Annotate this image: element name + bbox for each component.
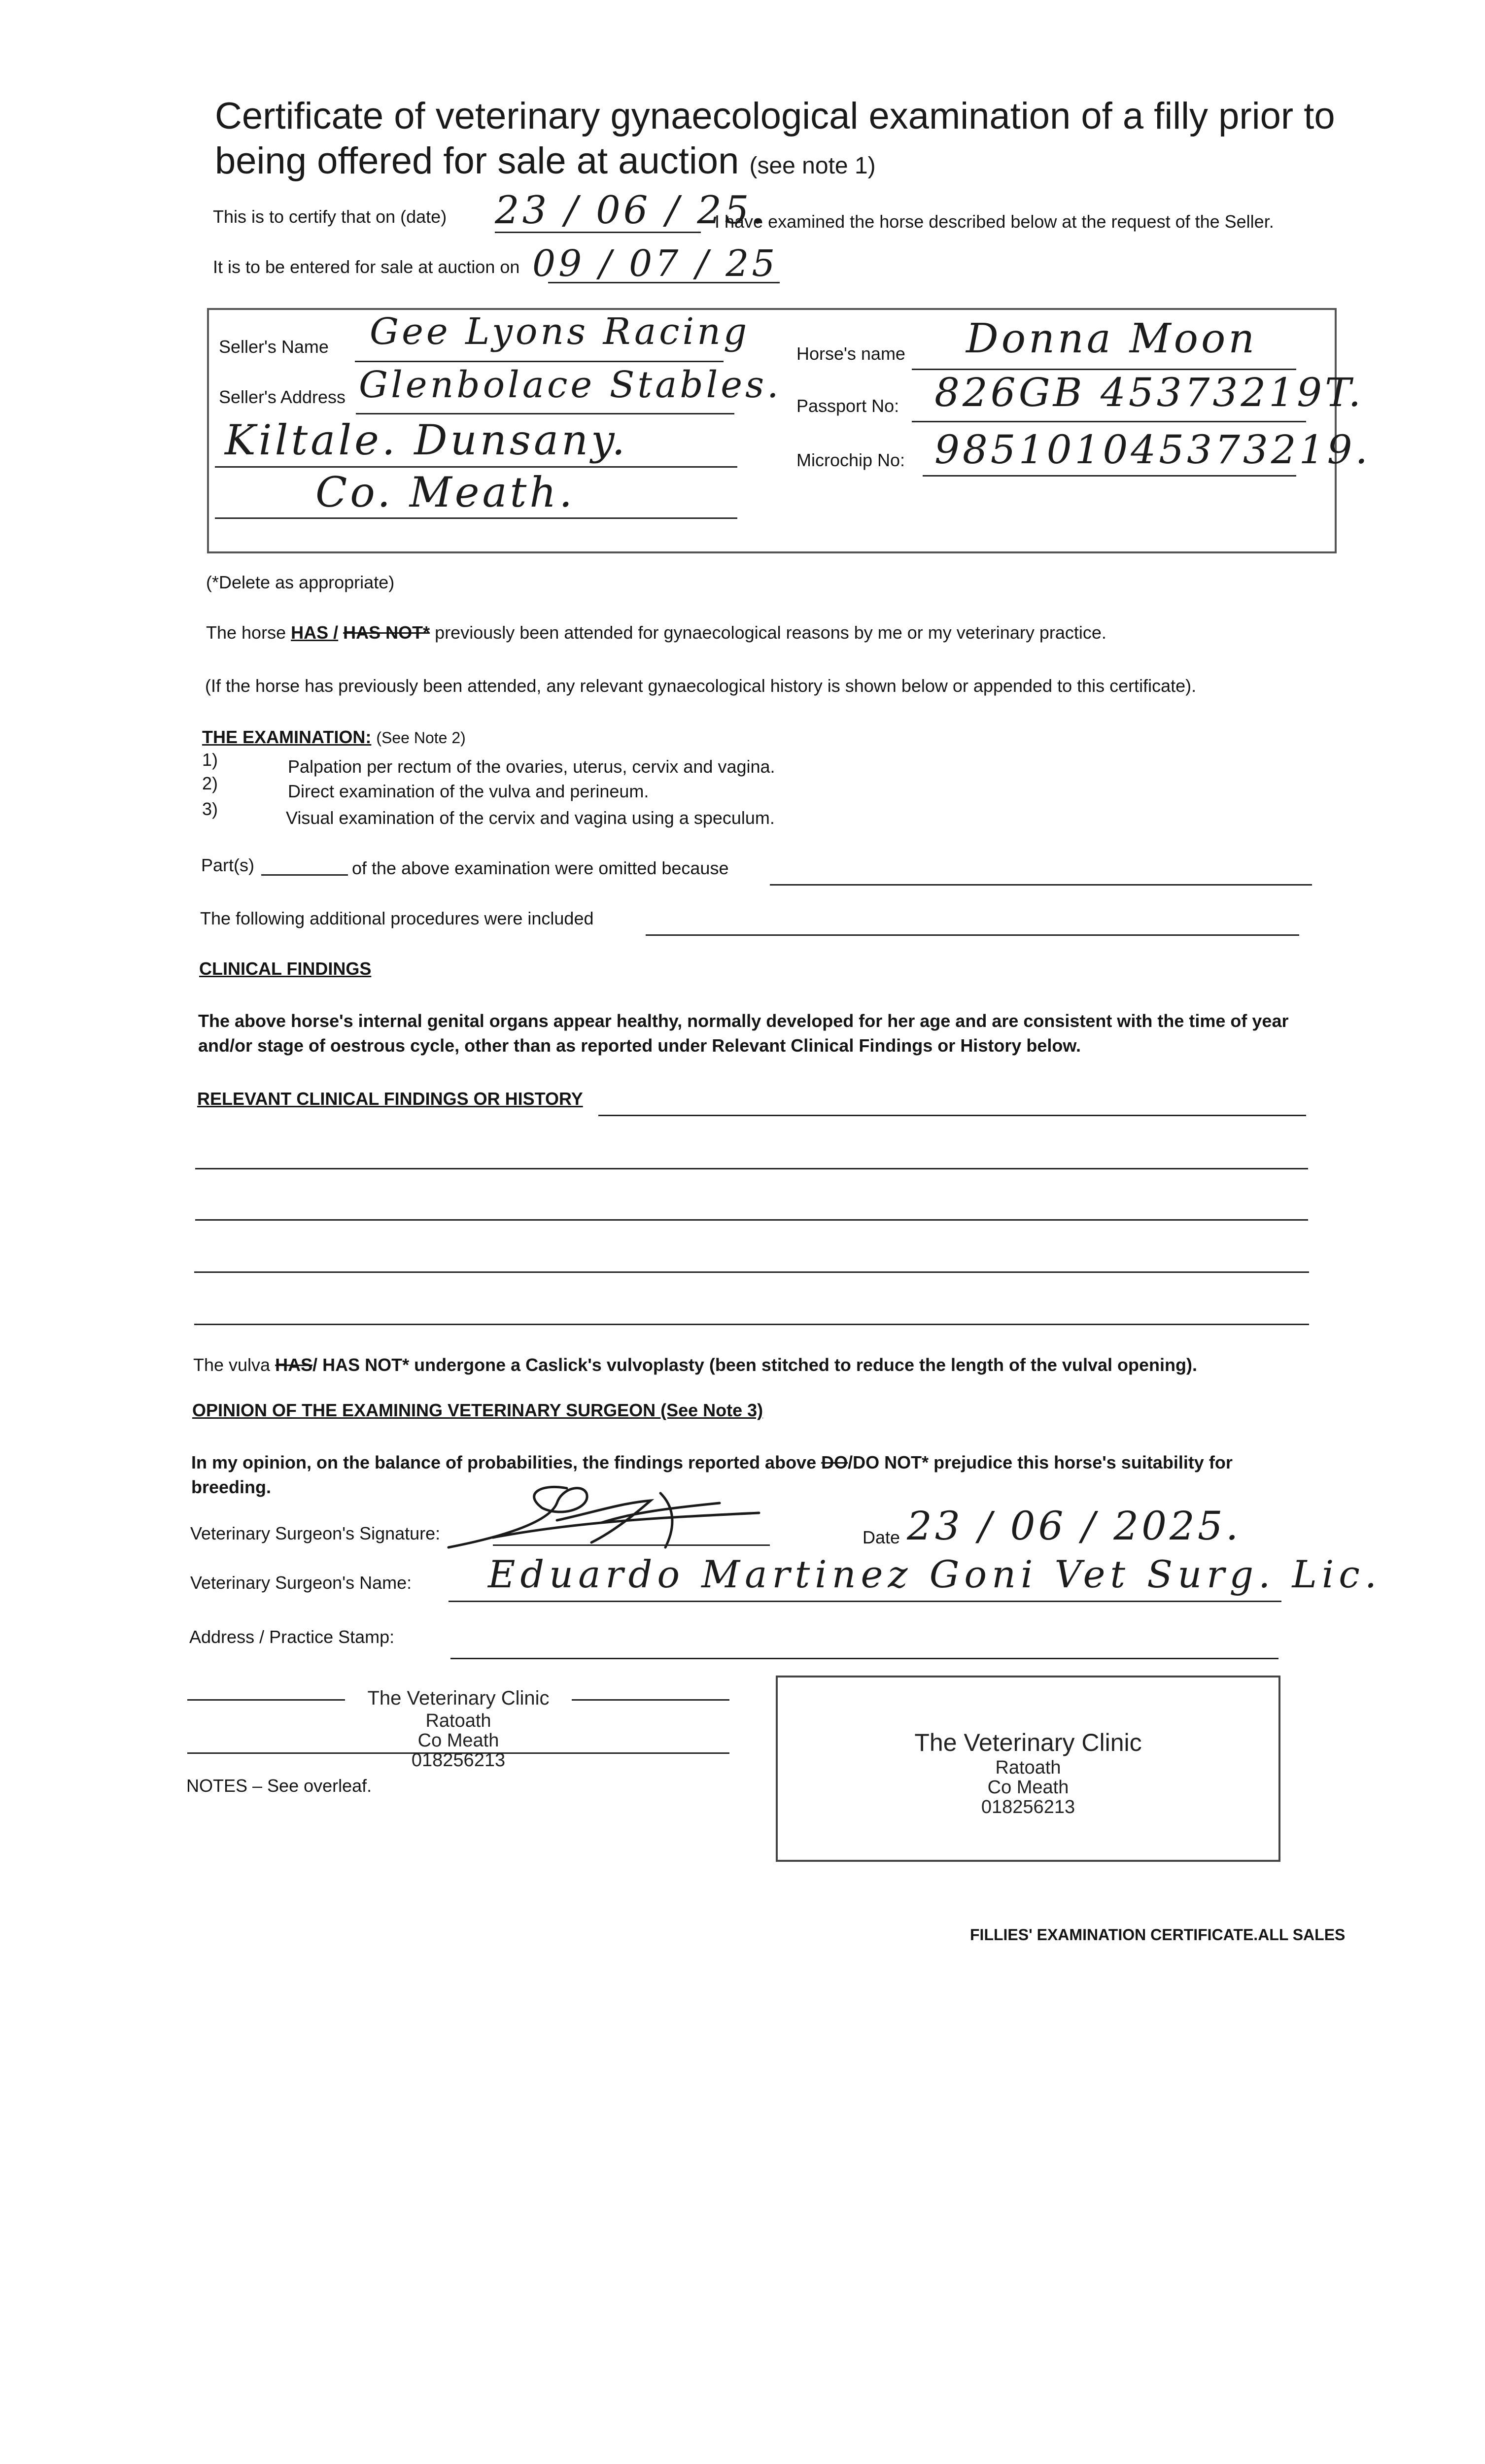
- seller-name-underline: [355, 361, 724, 362]
- omitted-suffix: of the above examination were omitted because: [352, 858, 729, 878]
- clinical-text-1: The above horse's internal genital organs appear healthy, normally developed for her age and are consistent with the time of year: [198, 1011, 1289, 1031]
- seller-address-line-3: Co. Meath.: [315, 468, 576, 516]
- findings-line-5: [194, 1324, 1309, 1325]
- vulva-suffix: / HAS NOT* undergone a Caslick's vulvoplasty (been stitched to reduce the length of the vulval opening).: [312, 1355, 1197, 1375]
- passport-underline: [912, 421, 1306, 422]
- seller-address-underline-2: [215, 466, 737, 468]
- horse-name-value: Donna Moon: [966, 315, 1258, 362]
- seller-address-underline-3: [215, 517, 737, 519]
- examination-note: (See Note 2): [376, 729, 466, 747]
- passport-label: Passport No:: [796, 396, 899, 416]
- seller-address-line-2: Kiltale. Dunsany.: [225, 416, 628, 464]
- stamp-left-town: Ratoath: [425, 1711, 491, 1731]
- stamp-left-phone: 018256213: [411, 1750, 506, 1771]
- exam-item-num-1: 1): [202, 750, 218, 770]
- signature-label: Veterinary Surgeon's Signature:: [190, 1523, 441, 1543]
- signature-mark: [444, 1473, 798, 1562]
- attended-suffix: previously been attended for gynaecological reasons by me or my veterinary practice.: [435, 622, 1106, 643]
- exam-item-text-1: Palpation per rectum of the ovaries, uterus, cervix and vagina.: [288, 756, 775, 777]
- horse-name-label: Horse's name: [796, 343, 905, 364]
- title-note: (see note 1): [749, 153, 876, 179]
- attended-has: HAS /: [291, 622, 339, 643]
- examination-heading: THE EXAMINATION:: [202, 727, 372, 747]
- title-line-2-text: being offered for sale at auction: [215, 140, 739, 182]
- exam-item-text-2: Direct examination of the vulva and perineum.: [288, 781, 649, 801]
- auction-prefix: It is to be entered for sale at auction on: [213, 257, 520, 277]
- opinion-text-suffix: /DO NOT* prejudice this horse's suitability for: [848, 1452, 1233, 1472]
- stamp-box-phone: 018256213: [981, 1797, 1075, 1817]
- findings-line-2: [195, 1168, 1308, 1169]
- omitted-reason-underline: [770, 884, 1312, 886]
- seller-address-underline-1: [356, 413, 734, 414]
- auction-date-value: 09 / 07 / 25: [532, 242, 778, 285]
- stamp-box-county: Co Meath: [987, 1777, 1069, 1798]
- additional-label: The following additional procedures were included: [200, 908, 594, 928]
- omitted-parts-underline: [261, 874, 348, 876]
- clinical-text-2: and/or stage of oestrous cycle, other than as reported under Relevant Clinical Findings or History below.: [198, 1035, 1081, 1056]
- seller-address-line-1: Glenbolace Stables.: [359, 364, 782, 406]
- exam-item-num-2: 2): [202, 773, 218, 793]
- findings-line-3: [195, 1219, 1308, 1221]
- title-line-1: Certificate of veterinary gynaecological examination of a filly prior to: [215, 95, 1335, 137]
- additional-underline: [646, 934, 1299, 936]
- address-stamp-label: Address / Practice Stamp:: [189, 1627, 395, 1647]
- date-label: Date: [863, 1527, 900, 1547]
- opinion-text-line-2: breeding.: [191, 1477, 272, 1497]
- attended-has-not: HAS NOT*: [343, 622, 430, 643]
- certify-prefix: This is to certify that on (date): [213, 206, 447, 227]
- vulva-line: [193, 1354, 1197, 1376]
- certify-suffix: I have examined the horse described below at the request of the Seller.: [715, 211, 1274, 232]
- notes-label: NOTES – See overleaf.: [186, 1776, 372, 1796]
- vet-name-value: Eduardo Martinez Goni Vet Surg. Lic.: [488, 1552, 1381, 1596]
- findings-line-4: [194, 1271, 1309, 1273]
- opinion-do: DO: [821, 1452, 848, 1472]
- seller-address-label: Seller's Address: [219, 387, 345, 407]
- stamp-box-name: The Veterinary Clinic: [914, 1729, 1142, 1756]
- microchip-label: Microchip No:: [796, 450, 905, 470]
- relevant-heading: RELEVANT CLINICAL FINDINGS OR HISTORY: [197, 1089, 583, 1109]
- attended-prefix: The horse: [206, 622, 286, 643]
- opinion-text-line-1: [191, 1452, 1233, 1473]
- stamp-box-town: Ratoath: [995, 1757, 1061, 1778]
- examination-heading-row: [202, 726, 466, 748]
- passport-value: 826GB 45373219T.: [934, 370, 1364, 415]
- omitted-prefix: Part(s): [201, 855, 254, 875]
- vet-name-label: Veterinary Surgeon's Name:: [190, 1573, 412, 1593]
- microchip-underline: [923, 475, 1296, 477]
- stamp-left-county: Co Meath: [417, 1730, 499, 1751]
- opinion-heading: OPINION OF THE EXAMINING VETERINARY SURGEON (See Note 3): [192, 1400, 763, 1420]
- vet-name-underline: [449, 1601, 1281, 1602]
- findings-line-1: [598, 1115, 1306, 1116]
- certify-date-value: 23 / 06 / 25.: [495, 188, 767, 233]
- seller-name-value: Gee Lyons Racing: [370, 310, 750, 353]
- exam-item-text-3: Visual examination of the cervix and vagina using a speculum.: [286, 808, 775, 828]
- delete-note: (*Delete as appropriate): [206, 572, 395, 592]
- vulva-has: HAS: [275, 1355, 313, 1375]
- vulva-prefix: The vulva: [193, 1355, 271, 1375]
- microchip-value: 985101045373219.: [934, 427, 1371, 473]
- stamp-left-name: The Veterinary Clinic: [345, 1687, 572, 1709]
- address-stamp-underline: [450, 1658, 1278, 1659]
- attended-line: [206, 622, 1106, 644]
- clinical-heading: CLINICAL FINDINGS: [199, 958, 372, 979]
- date-value: 23 / 06 / 2025.: [907, 1503, 1242, 1549]
- signature-underline: [493, 1544, 770, 1546]
- title-line-2: [215, 141, 876, 186]
- opinion-text-prefix: In my opinion, on the balance of probabilities, the findings reported above: [191, 1452, 817, 1472]
- exam-item-num-3: 3): [202, 799, 218, 819]
- footer-label: FILLIES' EXAMINATION CERTIFICATE.ALL SALES: [970, 1926, 1346, 1944]
- seller-name-label: Seller's Name: [219, 337, 329, 357]
- history-note: (If the horse has previously been attended, any relevant gynaecological history is shown below or appended to this certificate).: [205, 676, 1197, 696]
